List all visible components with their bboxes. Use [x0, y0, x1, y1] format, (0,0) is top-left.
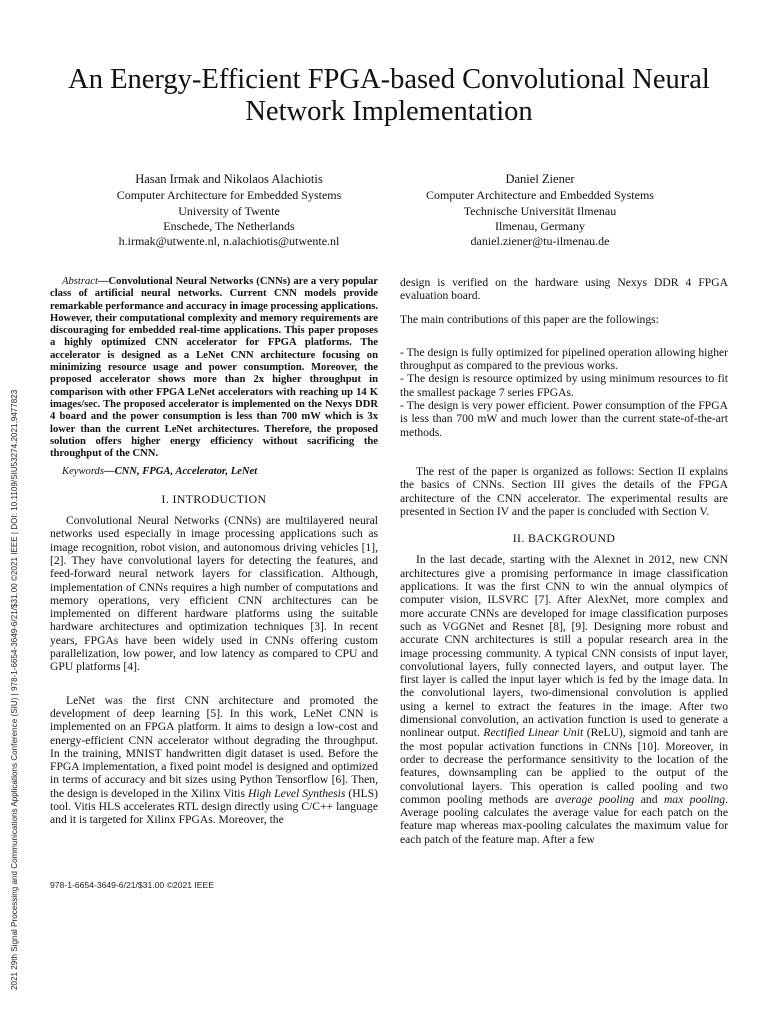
- keywords-lead: Keywords: [62, 466, 104, 478]
- author-location: Ilmenau, Germany: [495, 218, 585, 233]
- author-location: Enschede, The Netherlands: [163, 218, 295, 233]
- author-institution: Technische Universität Ilmenau: [463, 203, 617, 218]
- intro-paragraph-continued: design is verified on the hardware using Nexys DDR 4 FPGA evaluation board.: [400, 276, 728, 303]
- keywords-text: —CNN, FPGA, Accelerator, LeNet: [103, 466, 258, 478]
- author-affiliation: Computer Architecture for Embedded Systems: [116, 188, 342, 203]
- intro-paragraph-2: LeNet was the first CNN architecture and promoted the development of deep learning [5]. In this work, LeNet CNN is implemented on an FPGA platform. It aims to design a low-cost and energy-efficient CNN accelerator without degrading the throughput. In the training, MNIST handwritten digit dataset is used. Before the FPGA implementation, a fixed point model is designed and optimized in terms of accuracy and bit sizes using Python Tensorflow [6]. Then, the design is developed in the Xilinx Vitis High Level Synthesis (HLS) tool. Vitis HLS accelerates RTL design directly using C/C++ language and it is targeted for Xilinx FPGAs. Moreover, the: [50, 693, 378, 827]
- contribution-item: - The design is very power efficient. Power consumption of the FPGA is less than 700 mW and much lower than the current state-of-the-art methods.: [400, 399, 728, 439]
- author-names: Daniel Ziener: [505, 172, 575, 186]
- author-block-left: [79, 172, 379, 249]
- abstract-lead: Abstract: [62, 276, 98, 287]
- author-email: h.irmak@utwente.nl, n.alachiotis@utwente.nl: [118, 234, 340, 249]
- intro-paragraph-1: Convolutional Neural Networks (CNNs) are multilayered neural networks used especially in image processing applications such as image recognition, robot vision, and autonomous driving vehicles [1], [2]. They have convolutional layers for detecting the features, and feed-forward neural network layers for classification. Although, implementation of CNNs requires a high number of computations and memory operations, very efficient CNN architectures can be implemented on different hardware platforms using the suitable hardware architectures and optimization techniques [3]. In recent years, FPGAs have been widely used in CNNs offering custom parallelization, low power, and low latency as compared to CPU and GPU platforms [4].: [50, 514, 378, 674]
- author-affiliation: Computer Architecture and Embedded Systems: [426, 188, 654, 203]
- author-institution: University of Twente: [178, 203, 280, 218]
- abstract: [50, 276, 378, 460]
- right-column: [400, 276, 728, 846]
- contribution-item: - The design is resource optimized by using minimum resources to fit the smallest package 7 series FPGAs.: [400, 372, 728, 399]
- copyright-footer: 978-1-6654-3649-6/21/$31.00 ©2021 IEEE: [50, 880, 215, 890]
- author-block-right: [390, 172, 690, 249]
- section-heading-introduction: I. INTRODUCTION: [161, 491, 267, 506]
- left-column: [50, 276, 378, 827]
- abstract-text: —Convolutional Neural Networks (CNNs) are a very popular class of artificial neural networks. Current CNN models provide remarkable performance and accuracy in image processing applications. However, their computational complexity and memory requirements are discouraging for embedded real-time applications. This paper proposes a highly optimized CNN accelerator for FPGA platforms. The accelerator is designed as a LeNet CNN architecture focusing on minimizing resource usage and power consumption. Moreover, the proposed accelerator shows more than 2x higher throughput in comparison with other FPGA LeNet accelerators with reaching up 14 K images/sec. The proposed accelerator is implemented on the Nexys DDR 4 board and the power consumption is less than 700 mW which is 3x lower than the current LeNet architectures. Therefore, the proposed solution offers higher energy efficiency without sacrificing the throughput of the CNN.: [50, 276, 378, 460]
- section-heading-background: II. BACKGROUND: [512, 531, 616, 546]
- background-paragraph: In the last decade, starting with the Alexnet in 2012, new CNN architectures give a promising performance in image classification applications. It was the first CNN to win the annual olympics of computer vision, ILSVRC [7]. After AlexNet, more complex and more accurate CNNs are developed for image classification purposes such as VGGNet and Resnet [8], [9]. Designing more robust and accurate CNN architectures is still a popular research area in the image processing community. A typical CNN consists of input layer, convolutional layers, fully connected layers, and output layer. The first layer is called the input layer which is fed by the image data. In the convolutional layers, two-dimensional convolution is applied using a kernel to extract the features in the image. After two dimensional convolution, an activation function is used to generate a nonlinear output. Rectified Linear Unit (ReLU), sigmoid and tanh are the most popular activation functions in CNNs [10]. Moreover, in order to decrease the performance sensitivity to the location of the features, downsampling can be applied to the output of the convolutional layers. This operation is called pooling and two common pooling methods are average pooling and max pooling. Average pooling calculates the average value for each patch on the feature map whereas max-pooling calculates the maximum value for each patch of the feature map. After a few: [400, 553, 729, 846]
- author-email: daniel.ziener@tu-ilmenau.de: [470, 234, 610, 249]
- contributions-intro: The main contributions of this paper are the followings:: [400, 312, 659, 326]
- contribution-item: - The design is fully optimized for pipelined operation allowing higher throughput as compared to the previous works.: [400, 345, 728, 373]
- keywords: [50, 465, 378, 478]
- paper-organization-paragraph: The rest of the paper is organized as follows: Section II explains the basics of CNNs. Section III gives the details of the FPGA architecture of the CNN accelerator. The experimental results are presented in Section IV and the paper is concluded with Section V.: [400, 464, 728, 518]
- conference-identifier: 2021 29th Signal Processing and Communications Applications Conference (SIU) | 978-1-6654-3649-6/21/$31.00 ©2021 IEEE | DOI: 10.1109/SIU53274.2021.9477823: [10, 389, 19, 990]
- author-names: Hasan Irmak and Nikolaos Alachiotis: [135, 172, 323, 186]
- paper-title: An Energy-Efficient FPGA-based Convolutional Neural Network Implementation: [68, 64, 710, 127]
